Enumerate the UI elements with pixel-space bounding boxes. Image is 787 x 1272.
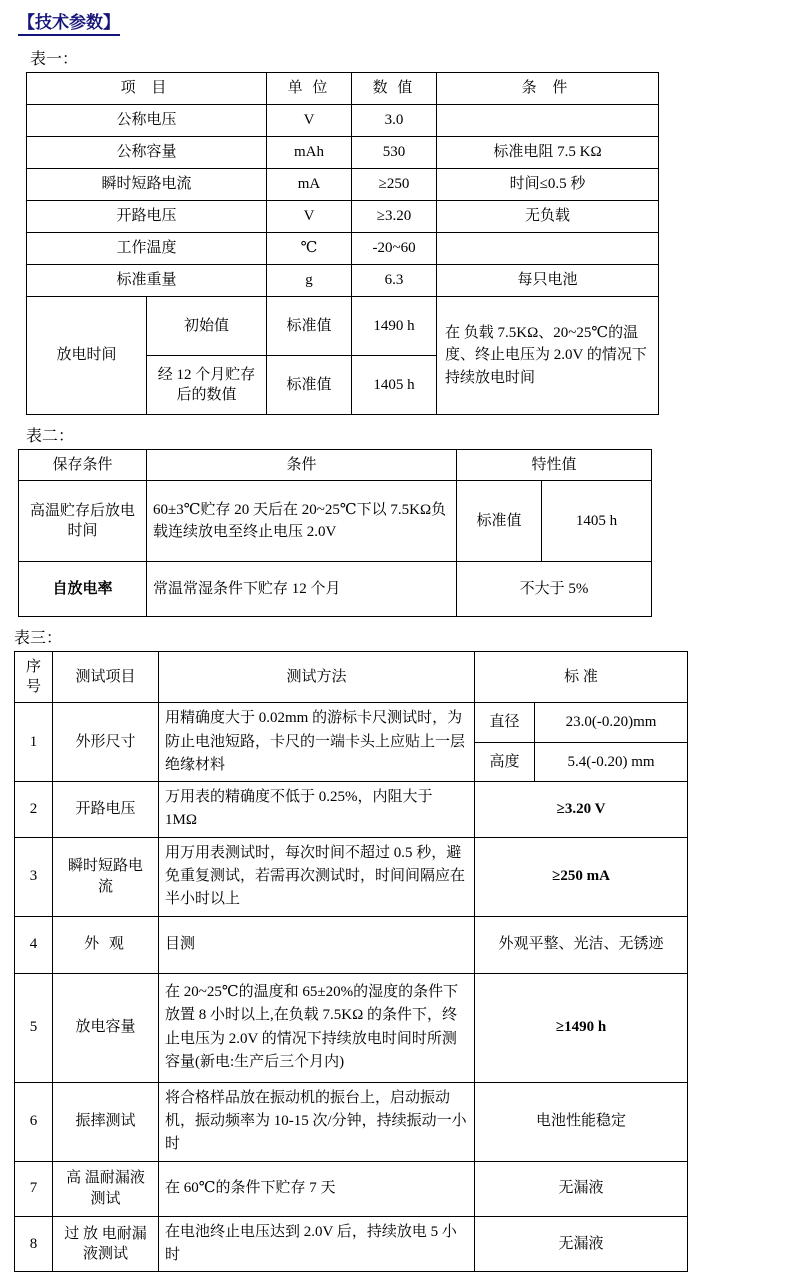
param-value: 6.3: [352, 265, 437, 297]
param-value: 530: [352, 137, 437, 169]
row-method: 在 60℃的条件下贮存 7 天: [159, 1161, 475, 1216]
table-header-row: [27, 73, 659, 105]
row-item: 外形尺寸: [53, 703, 159, 782]
col-header-no: 序号: [15, 652, 53, 703]
row-value: 不大于 5%: [457, 562, 652, 617]
row-condition: 常温常湿条件下贮存 12 个月: [147, 562, 457, 617]
row-method: 将合格样品放在振动机的振台上，启动振动机，振动频率为 10-15 次/分钟，持续振动一小时: [159, 1082, 475, 1161]
row-no: 7: [15, 1161, 53, 1216]
row-item: 放电容量: [53, 973, 159, 1082]
col-header-characteristic: 特性值: [457, 450, 652, 481]
row-standard: ≥1490 h: [475, 973, 688, 1082]
table-row: [15, 916, 688, 973]
page-title: 【技术参数】: [18, 8, 120, 36]
row-method: 在 20~25℃的温度和 65±20%的湿度的条件下放置 8 小时以上,在负载 7.5KΩ 的条件下，终止电压为 2.0V 的情况下持续放电时间时所测容量(新电:生产后三个月内): [159, 973, 475, 1082]
table-row: [27, 201, 659, 233]
row-method: 用精确度大于 0.02mm 的游标卡尺测试时，为防止电池短路，卡尺的一端卡头上应贴上一层绝缘材料: [159, 703, 475, 782]
col-header-storage-condition: 保存条件: [19, 450, 147, 481]
std-label-diameter: 直径: [475, 703, 535, 742]
row-no: 4: [15, 916, 53, 973]
table-row: [15, 782, 688, 838]
discharge-row-initial: [27, 297, 659, 356]
table-row: [19, 481, 652, 562]
row-standard: 电池性能稳定: [475, 1082, 688, 1161]
table1-caption: 表一：: [30, 51, 79, 68]
discharge-initial-unit: 标准值: [267, 297, 352, 356]
table-row: [27, 265, 659, 297]
param-name: 瞬时短路电流: [27, 169, 267, 201]
col-header-test-method: 测试方法: [159, 652, 475, 703]
param-name: 公称电压: [27, 105, 267, 137]
row-method: 在电池终止电压达到 2.0V 后，持续放电 5 小时: [159, 1216, 475, 1272]
col-header-standard: 标 准: [475, 652, 688, 703]
table2-caption: 表二：: [26, 428, 75, 445]
param-unit: g: [267, 265, 352, 297]
std-label-height: 高度: [475, 742, 535, 781]
param-value: ≥250: [352, 169, 437, 201]
row-standard: ≥3.20 V: [475, 782, 688, 838]
param-unit: ℃: [267, 233, 352, 265]
row-name: 高温贮存后放电时间: [19, 481, 147, 562]
row-item: 振摔测试: [53, 1082, 159, 1161]
discharge-12m-unit: 标准值: [267, 356, 352, 415]
row-no: 3: [15, 837, 53, 916]
param-condition: 时间≤0.5 秒: [437, 169, 659, 201]
row-no: 2: [15, 782, 53, 838]
table-row: [27, 233, 659, 265]
param-unit: V: [267, 201, 352, 233]
row-no: 8: [15, 1216, 53, 1272]
discharge-initial-value: 1490 h: [352, 297, 437, 356]
col-header-value: 数 值: [352, 73, 437, 105]
param-condition: 标准电阻 7.5 KΩ: [437, 137, 659, 169]
param-value: ≥3.20: [352, 201, 437, 233]
row-standard: 无漏液: [475, 1216, 688, 1272]
discharge-12m-value: 1405 h: [352, 356, 437, 415]
table-row: [15, 703, 688, 742]
param-condition: 无负载: [437, 201, 659, 233]
row-no: 1: [15, 703, 53, 782]
col-header-unit: 单 位: [267, 73, 352, 105]
std-value-diameter: 23.0(-0.20)mm: [535, 703, 688, 742]
table-row: [15, 1082, 688, 1161]
col-header-condition: 条件: [147, 450, 457, 481]
table-row: [27, 169, 659, 201]
table-header-row: [15, 652, 688, 703]
table-row: [19, 562, 652, 617]
row-standard: 外观平整、光洁、无锈迹: [475, 916, 688, 973]
table-row: [15, 1161, 688, 1216]
row-standard: ≥250 mA: [475, 837, 688, 916]
param-name: 工作温度: [27, 233, 267, 265]
discharge-time-label: 放电时间: [27, 297, 147, 415]
table-row: [15, 973, 688, 1082]
row-value: 1405 h: [542, 481, 652, 562]
std-value-height: 5.4(-0.20) mm: [535, 742, 688, 781]
param-unit: V: [267, 105, 352, 137]
row-no: 6: [15, 1082, 53, 1161]
param-unit: mA: [267, 169, 352, 201]
row-standard: 无漏液: [475, 1161, 688, 1216]
row-name: 自放电率: [19, 562, 147, 617]
row-item: 外 观: [53, 916, 159, 973]
param-name: 标准重量: [27, 265, 267, 297]
row-condition: 60±3℃贮存 20 天后在 20~25℃下以 7.5KΩ负载连续放电至终止电压 2.0V: [147, 481, 457, 562]
param-value: -20~60: [352, 233, 437, 265]
technical-parameters-table: [26, 72, 659, 415]
param-value: 3.0: [352, 105, 437, 137]
discharge-condition: 在 负载 7.5KΩ、20~25℃的温度、终止电压为 2.0V 的情况下持续放电时间: [437, 297, 659, 415]
table-row: [15, 1216, 688, 1272]
table-row: [27, 137, 659, 169]
row-method: 目测: [159, 916, 475, 973]
param-condition: 每只电池: [437, 265, 659, 297]
row-item: 瞬时短路电 流: [53, 837, 159, 916]
row-method: 用万用表测试时，每次时间不超过 0.5 秒，避免重复测试，若需再次测试时，时间间隔应在半小时以上: [159, 837, 475, 916]
table-row: [15, 837, 688, 916]
table-header-row: [19, 450, 652, 481]
param-condition: [437, 105, 659, 137]
table3-caption: 表三：: [14, 630, 63, 648]
test-methods-table: [14, 651, 688, 1272]
param-unit: mAh: [267, 137, 352, 169]
param-condition: [437, 233, 659, 265]
row-value-label: 标准值: [457, 481, 542, 562]
col-header-condition: 条 件: [437, 73, 659, 105]
row-item: 过 放 电耐漏液测试: [53, 1216, 159, 1272]
discharge-initial-label: 初始值: [147, 297, 267, 356]
param-name: 公称容量: [27, 137, 267, 169]
param-name: 开路电压: [27, 201, 267, 233]
row-item: 开路电压: [53, 782, 159, 838]
row-method: 万用表的精确度不低于 0.25%，内阻大于 1MΩ: [159, 782, 475, 838]
row-item: 高 温耐漏液测试: [53, 1161, 159, 1216]
row-no: 5: [15, 973, 53, 1082]
col-header-item: 项 目: [27, 73, 267, 105]
discharge-12m-label: 经 12 个月贮存后的数值: [147, 356, 267, 415]
table-row: [27, 105, 659, 137]
storage-characteristics-table: [18, 449, 652, 617]
col-header-test-item: 测试项目: [53, 652, 159, 703]
